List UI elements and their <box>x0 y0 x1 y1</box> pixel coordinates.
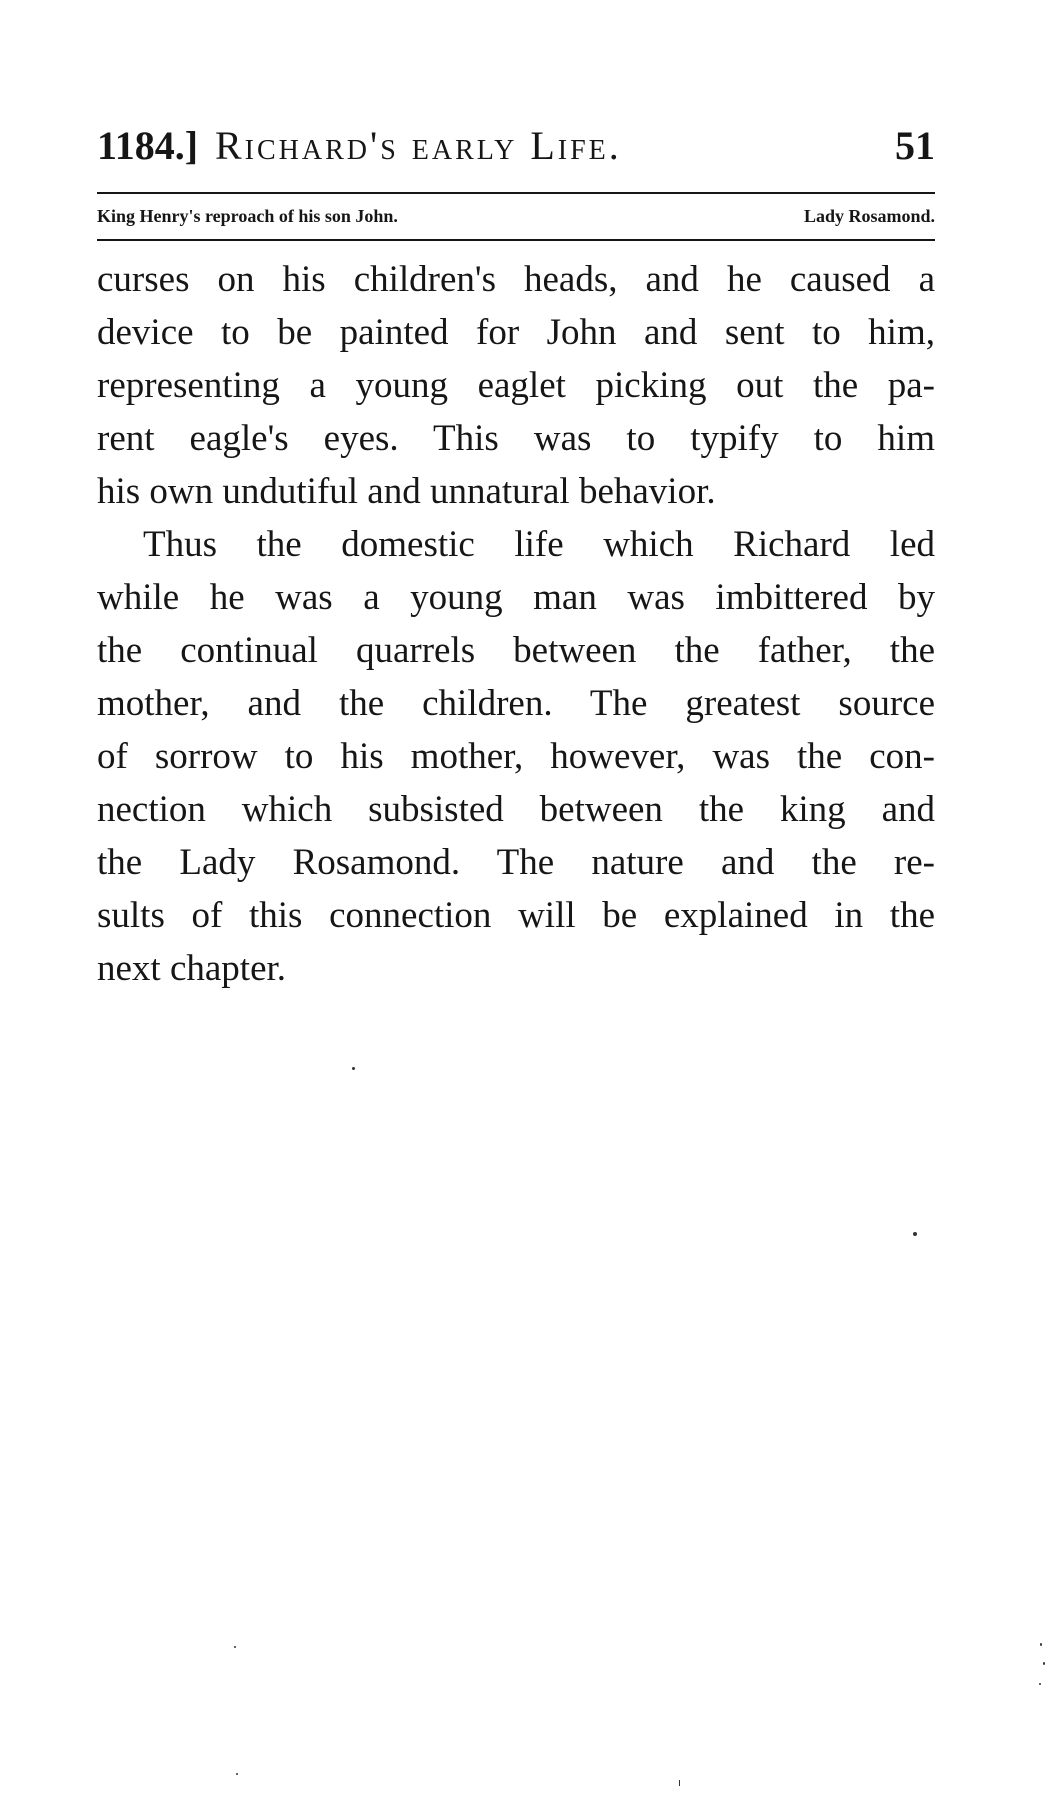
paragraph-1 <box>97 253 935 518</box>
text-line: Thus the domestic life which Richard led <box>143 524 935 565</box>
text-line: curses on his children's heads, and he caused a <box>97 259 935 300</box>
text-line: mother, and the children. The greatest source <box>97 683 935 724</box>
text-line: of sorrow to his mother, however, was the con- <box>97 736 935 777</box>
running-head-title: Richard's early Life. <box>215 123 622 168</box>
text-line: sults of this connection will be explained in the <box>97 895 935 936</box>
header-rule-bottom <box>97 239 935 241</box>
page-number: 51 <box>895 123 935 168</box>
marginal-notes <box>97 199 935 233</box>
scan-speck <box>679 1780 680 1786</box>
body-text <box>97 253 935 995</box>
scan-speck <box>1043 1662 1045 1665</box>
text-line: representing a young eaglet picking out the pa- <box>97 365 935 406</box>
text-line: his own undutiful and unnatural behavior. <box>97 471 716 512</box>
text-line: the continual quarrels between the father, the <box>97 630 935 671</box>
text-line: device to be painted for John and sent to him, <box>97 312 935 353</box>
running-head <box>97 118 935 174</box>
scan-speck <box>1039 1683 1041 1685</box>
text-line: the Lady Rosamond. The nature and the re- <box>97 842 935 883</box>
header-rule-top <box>97 192 935 194</box>
scan-speck <box>234 1646 236 1648</box>
text-line: next chapter. <box>97 948 287 989</box>
text-line: while he was a young man was imbittered by <box>97 577 935 618</box>
scan-speck <box>913 1232 917 1236</box>
scan-speck <box>352 1067 355 1070</box>
scan-speck <box>1040 1643 1042 1646</box>
text-line: rent eagle's eyes. This was to typify to him <box>97 418 935 459</box>
paragraph-2 <box>97 518 935 995</box>
marginal-note-right: Lady Rosamond. <box>803 206 935 226</box>
running-head-year: 1184.] <box>97 123 199 168</box>
scan-speck <box>236 1773 238 1775</box>
text-line: nection which subsisted between the king and <box>97 789 935 830</box>
marginal-note-left: King Henry's reproach of his son John. <box>97 206 398 226</box>
